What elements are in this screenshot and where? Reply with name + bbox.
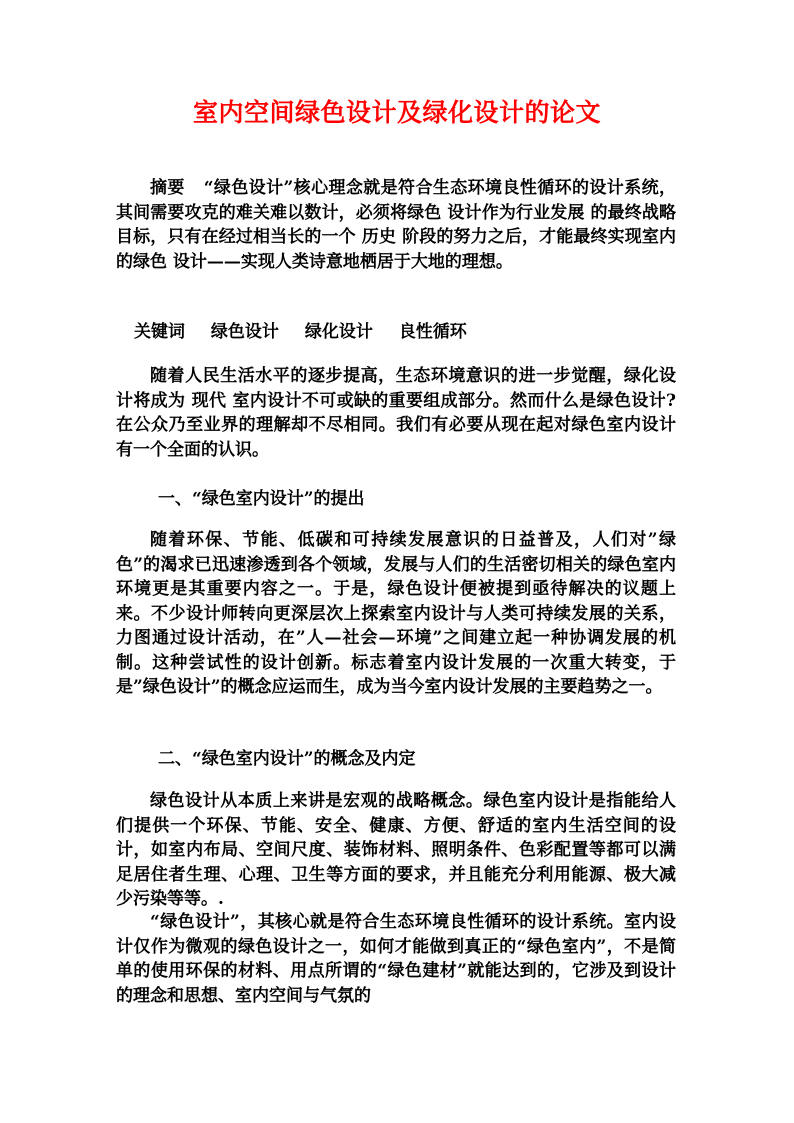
abstract-paragraph bbox=[116, 176, 676, 274]
section2-paragraph: “绿色设计”，其核心就是符合生态环境良性循环的设计系统。室内设计仅作为微观的绿色设计之一，如何才能做到真正的“绿色室内”，不是简单的使用环保的材料、用点所谓的“绿色建材”就能达到的，它涉及到设计的理念和思想、室内空间与气氛的 bbox=[116, 912, 676, 1006]
section-heading: 二、“绿色室内设计”的概念及内定 bbox=[158, 749, 416, 769]
keyword-item: 绿色设计 bbox=[210, 322, 279, 342]
document-title: 室内空间绿色设计及绿化设计的论文 bbox=[192, 98, 601, 127]
abstract-text: “绿色设计”核心理念就是符合生态环境良性循环的设计系统，其间需要攻克的难关难以数计，必须将绿色 设计作为行业发展 的最终战略目标，只有在经过相当长的一个 历史 阶段的努力之后，才能最终实现室内的绿色 设计——实现人类诗意地栖居于大地的理想。 bbox=[116, 178, 676, 272]
keyword-item: 良性循环 bbox=[398, 322, 467, 342]
keywords-label: 关键词 bbox=[134, 322, 185, 342]
abstract-label: 摘要 bbox=[150, 178, 185, 198]
section2-paragraph: 绿色设计从本质上来讲是宏观的战略概念。绿色室内设计是指能给人们提供一个环保、节能、安全、健康、方便、舒适的室内生活空间的设计，如室内布局、空间尺度、装饰材料、照明条件、色彩配置等都可以满足居住者生理、心理、卫生等方面的要求，并且能充分利用能源、极大减少污染等等。. bbox=[116, 791, 676, 909]
intro-paragraph: 随着人民生活水平的逐步提高，生态环境意识的进一步觉醒，绿化设计将成为 现代 室内设计不可或缺的重要组成部分。然而什么是绿色设计?在公众乃至业界的理解却不尽相同。我们有必要从现在起对绿色室内设计有一个全面的认识。 bbox=[116, 366, 676, 460]
section-heading: 一、“绿色室内设计”的提出 bbox=[158, 489, 365, 509]
keywords-line bbox=[134, 317, 487, 342]
section1-paragraph: 随着环保、节能、低碳和可持续发展意识的日益普及，人们对”绿色”的渴求已迅速渗透到各个领域，发展与人们的生活密切相关的绿色室内环境更是其重要内容之一。于是，绿色设计便被提到亟待解决的议题上来。不少设计师转向更深层次上探索室内设计与人类可持续发展的关系，力图通过设计活动，在”人—社会—环境”之间建立起一种协调发展的机制。这种尝试性的设计创新。标志着室内设计发展的一次重大转变，于是”绿色设计”的概念应运而生，成为当今室内设计发展的主要趋势之一。 bbox=[116, 530, 676, 697]
keyword-item: 绿化设计 bbox=[304, 322, 373, 342]
